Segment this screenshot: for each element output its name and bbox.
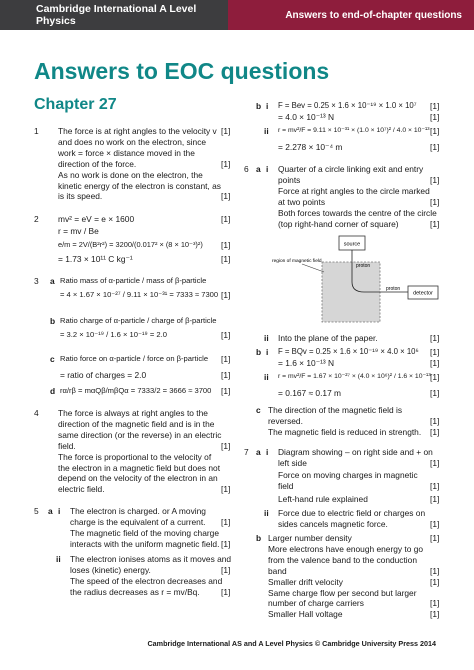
mark: [1]: [430, 126, 440, 136]
q2-number: 2: [34, 214, 39, 224]
q1-line: kinetic energy of the electron is constant, as: [58, 180, 221, 191]
page-footer: Cambridge International AS and A Level Physics © Cambridge University Press 2014: [147, 639, 436, 648]
q7-line: left side: [278, 457, 307, 468]
q5-a-label: a: [48, 506, 53, 516]
page-header: [0, 0, 474, 30]
mark: [1]: [430, 388, 440, 398]
region-label: region of magnetic field: [272, 259, 322, 264]
b-i-line: = 4.0 × 10⁻¹³ N: [278, 111, 335, 122]
q6-line: Quarter of a circle linking exit and entry: [278, 164, 424, 174]
q3-a-line: Ratio mass of α-particle / mass of β-particle: [60, 276, 207, 285]
q4-number: 4: [34, 408, 39, 418]
q5-line: The electron ionises atoms as it moves and: [70, 554, 232, 564]
mark: [1]: [221, 240, 231, 250]
q7-b-line: More electrons have enough energy to go: [268, 543, 424, 554]
q6-b-label: b: [256, 347, 262, 357]
mark: [1]: [430, 174, 440, 185]
left-column: [34, 126, 234, 631]
mark: [1]: [430, 426, 440, 437]
q1-line: work = force × distance moved in the: [58, 147, 195, 158]
q6-number: 6: [244, 164, 249, 174]
q7-line: Force on moving charges in magnetic: [278, 470, 418, 480]
mark: [1]: [221, 386, 231, 396]
q7-i-label: i: [266, 447, 269, 457]
q1-line: The force is at right angles to the velocity v: [58, 126, 217, 136]
mark: [1]: [430, 333, 440, 343]
q3-b-line: = 3.2 × 10⁻¹⁹ / 1.6 × 10⁻¹⁹ = 2.0: [60, 330, 167, 339]
q7-line: field: [278, 480, 294, 491]
q7-b-line: from the valence band to the conduction: [268, 554, 417, 565]
q6-ii-line: Into the plane of the paper.: [278, 333, 378, 343]
q3-b-line: Ratio charge of α-particle / charge of β-particle: [60, 316, 217, 325]
q7-b-line: Larger number density: [268, 533, 352, 543]
b-ii-line: r = mv²/F = 9.11 × 10⁻³¹ × (1.0 × 10⁷)² / 4.0 × 10⁻¹³: [278, 127, 430, 134]
region-pointer: [302, 264, 324, 272]
mark: [1]: [430, 533, 440, 543]
q7-b-line: Same charge flow per second but larger: [268, 587, 417, 598]
q5-ii-label: ii: [56, 554, 61, 564]
page-title: Answers to EOC questions: [34, 58, 330, 84]
mark: [1]: [430, 480, 440, 491]
q6-b-i-label: i: [266, 347, 269, 357]
q6-c-line: reversed.: [268, 415, 303, 426]
mark: [1]: [430, 111, 440, 122]
mark: [1]: [221, 126, 231, 136]
mark: [1]: [221, 538, 231, 549]
q1-line: is its speed.: [58, 191, 103, 202]
mark: [1]: [430, 457, 440, 468]
q6-c-line: The magnetic field is reduced in strength.: [268, 426, 422, 437]
q5-line: charge is the equivalent of a current.: [70, 516, 206, 527]
q1-line: direction of the force.: [58, 158, 137, 169]
chapter-heading: Chapter 27: [34, 96, 117, 113]
q6-line: at two points: [278, 196, 326, 207]
b-i-line: F = Bev = 0.25 × 1.6 × 10⁻¹⁹ × 1.0 × 10⁷: [278, 101, 417, 110]
q4-line: same direction (or the reverse) in an electric: [58, 429, 222, 440]
mark: [1]: [221, 516, 231, 527]
q6-b-ii-line: r = mv²/F = 1.67 × 10⁻²⁷ × (4.0 × 10⁶)² / 1.6 × 10⁻¹³: [278, 373, 431, 380]
mark: [1]: [221, 370, 231, 380]
q3-d-line: rα/rβ = mαQβ/mβQα = 7333/2 = 3666 ≈ 3700: [60, 386, 212, 395]
q6-line: Both forces towards the centre of the circle: [278, 207, 437, 218]
mark: [1]: [430, 347, 440, 357]
mark: [1]: [430, 372, 440, 382]
q6-line: Force at right angles to the circle marked: [278, 185, 430, 196]
q7-number: 7: [244, 447, 249, 457]
q6-i-label: i: [266, 164, 269, 174]
q3-c-line: = ratio of charges = 2.0: [60, 370, 147, 380]
mark: [1]: [221, 191, 231, 202]
q4-line: the electron in a magnetic field but does not: [58, 462, 221, 473]
q6-line: (top right-hand corner of square): [278, 218, 399, 229]
mark: [1]: [430, 609, 440, 620]
q3-d-label: d: [50, 386, 56, 396]
detector-label: detector: [413, 290, 433, 297]
magnetic-field-diagram: [272, 234, 442, 324]
q2-line: = 1.73 × 10¹¹ C kg⁻¹: [58, 254, 133, 264]
header-section-title: Answers to end-of-chapter questions: [228, 0, 474, 30]
q6-ii-label: ii: [264, 333, 269, 343]
q2-line: r = mv / Be: [58, 226, 99, 236]
header-book-title: Cambridge International A Level Physics: [0, 0, 228, 30]
q7-ii-label: ii: [264, 508, 269, 518]
q4-line: The force is proportional to the velocity of: [58, 451, 212, 462]
b-label: b: [256, 101, 262, 111]
q1-line: and does no work on the electron, since: [58, 136, 207, 147]
q6-c-label: c: [256, 405, 261, 415]
mark: [1]: [430, 357, 440, 368]
q3-c-label: c: [50, 354, 55, 364]
mark: [1]: [430, 415, 440, 426]
q6-a-label: a: [256, 164, 261, 174]
q4-line: electric field.: [58, 484, 105, 495]
q5-i-label: i: [58, 506, 61, 516]
right-column: [244, 101, 446, 631]
mark: [1]: [430, 576, 440, 587]
q3-c-line: Ratio force on α-particle / force on β-particle: [60, 354, 209, 363]
mark: [1]: [430, 142, 440, 152]
q4-line: field.: [58, 440, 76, 451]
q2-line: mv² = eV = e × 1600: [58, 214, 135, 224]
q5-number: 5: [34, 506, 39, 516]
b-ii-label: ii: [264, 126, 269, 136]
q6-c-line: The direction of the magnetic field is: [268, 405, 403, 415]
q7-line: Force due to electric field or charges on: [278, 508, 426, 518]
b-ii-line: = 2.278 × 10⁻⁴ m: [278, 142, 343, 152]
q5-line: The electron is charged. or A moving: [70, 506, 206, 516]
q4-line: depend on the velocity of the electron in an: [58, 473, 218, 484]
q6-b-ii-line: = 0.167 ≈ 0.17 m: [278, 388, 342, 398]
mark: [1]: [221, 214, 231, 224]
q3-a-label: a: [50, 276, 55, 286]
q5-line: the radius decreases as r = mv/Bq.: [70, 586, 200, 597]
q3-b-label: b: [50, 316, 56, 326]
q4-line: The force is always at right angles to the: [58, 408, 208, 418]
q5-line: The magnetic field of the moving charge: [70, 527, 219, 538]
mark: [1]: [221, 158, 231, 169]
q6-line: points: [278, 174, 301, 185]
proton-label-top: proton: [356, 263, 371, 269]
q7-line: Left-hand rule explained: [278, 494, 368, 504]
q2-line: e/m = 2V/(B²r²) = 3200/(0.017² × (8 × 10⁻³)²): [58, 240, 203, 249]
mark: [1]: [430, 518, 440, 529]
q4-line: direction of the magnetic field and is in the: [58, 418, 215, 429]
mark: [1]: [221, 484, 231, 495]
proton-label-right: proton: [386, 286, 401, 292]
q7-line: sides cancels magnetic force.: [278, 518, 388, 529]
b-i-label: i: [266, 101, 269, 111]
q7-b-line: number of charge carriers: [268, 598, 364, 609]
q3-number: 3: [34, 276, 39, 286]
mark: [1]: [221, 254, 231, 264]
mark: [1]: [430, 494, 440, 504]
source-label: source: [343, 241, 361, 248]
mark: [1]: [221, 440, 231, 451]
q7-b-line: Smaller drift velocity: [268, 576, 343, 587]
mark: [1]: [221, 564, 231, 575]
q7-b-line: band: [268, 565, 287, 576]
q1-number: 1: [34, 126, 39, 136]
q5-line: The speed of the electron decreases and: [70, 575, 223, 586]
q7-a-label: a: [256, 447, 261, 457]
q6-b-i-line: F = BQv = 0.25 × 1.6 × 10⁻¹⁹ × 4.0 × 10⁶: [278, 347, 419, 356]
mark: [1]: [430, 565, 440, 576]
mark: [1]: [430, 598, 440, 609]
q5-line: loses (kinetic) energy.: [70, 564, 151, 575]
q5-line: interacts with the uniform magnetic field.: [70, 538, 220, 549]
mark: [1]: [221, 354, 231, 364]
q7-b-label: b: [256, 533, 262, 543]
mark: [1]: [221, 290, 231, 300]
q6-b-i-line: = 1.6 × 10⁻¹³ N: [278, 357, 335, 368]
q6-b-ii-label: ii: [264, 372, 269, 382]
q1-line: As no work is done on the electron, the: [58, 169, 203, 180]
mark: [1]: [221, 586, 231, 597]
q3-a-line: = 4 × 1.67 × 10⁻²⁷ / 9.11 × 10⁻³¹ = 7333 ≈ 7300: [60, 290, 219, 299]
q7-b-line: Smaller Hall voltage: [268, 609, 343, 620]
mark: [1]: [221, 330, 231, 340]
mark: [1]: [430, 196, 440, 207]
mark: [1]: [430, 218, 440, 229]
q7-line: Diagram showing – on right side and + on: [278, 447, 433, 457]
mark: [1]: [430, 101, 440, 111]
